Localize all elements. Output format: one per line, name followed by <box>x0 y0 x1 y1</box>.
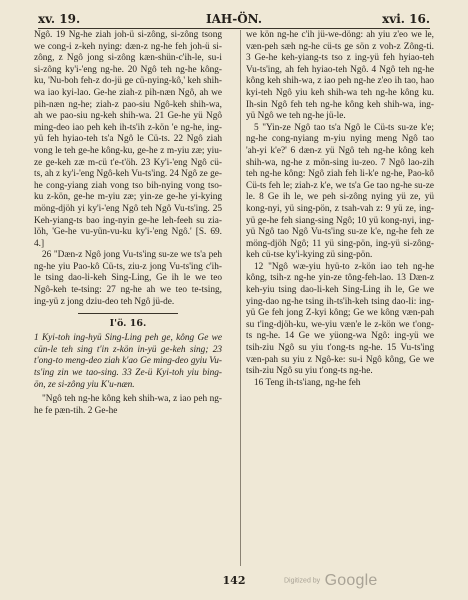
header-title: IAH-ÖN. <box>205 12 263 26</box>
right-column <box>246 30 434 389</box>
header-chapter-right: xvi. 16. <box>382 12 430 26</box>
paragraph: "Ngô teh ng-he kông keh shih-wa, z iao peh ng-he fe pæn-tih. 2 Ge-he <box>34 394 222 416</box>
left-column <box>34 30 222 417</box>
paragraph: 26 "Dæn-z Ngô jong Vu-ts'ing su-ze we ts'a peh ng-he yiu Pao-kô Cü-ts, ziu-z jong Vu-ts'ing c'ih-le tsing dao-li-keh Sing-Ling, Ge ih le we teo Ngô-keh te-tsing: 27 ng-he ah we teo te-tsing, ing-yü z jong dziu-deo teh Ngô jü-de. <box>34 250 222 307</box>
section-divider <box>78 313 178 314</box>
running-header <box>38 12 430 29</box>
paragraph: we kön ng-he c'ih jü-we-döng: ah yiu z'eo we le, væn-peh sæh ng-he cü-ts ge sön z voh-z Zông-ti. 3 Ge-he keh-yiang-ts tso z ing-yü feh hyiao-teh Vu-ts'ing, ah feh hyiao-teh Ngô. 4 Ngô teh ng-he kông keh shih-wa, z iao peh ng-he z'eo ih tao, hao kyi-teh Ngô yiu keh shih-wa teh ng-he kông ku. Ih-sin Ngô feh teh ng-he kông keh shih-wa, ing-yü Ngô we teh ng-he jü-le. <box>246 30 434 122</box>
column-rule <box>240 30 241 566</box>
chapter-summary <box>34 333 222 391</box>
header-chapter-left: xv. 19. <box>38 12 81 26</box>
page-number: 142 <box>222 574 246 587</box>
summary-text: 1 Kyi-toh ing-hyü Sing-Ling peh ge, kông Ge we cün-le teh sing t'in z-kön in-yü ge-keh sing; 23 t'ong-to meng-deo ziah k'ao Ge ming-deo gyiu Vu-ts'ing zin we tao-sing. 33 Ze-ü Kyi-toh yiu bing-ön, ze si-zông yiu K'u-næn. <box>34 333 222 390</box>
paragraph: 12 "Ngô wæ-yiu hyü-to z-kön iao teh ng-he kông, tsih-z ng-he yin-ze tông-feh-lao. 13 Dæn-z keh-yiu tsing dao-li-keh Sing-Ling ih le, Ge we ying-dao ng-he tsing ih-ts'ih-keh tsing dao-li: ing-yü Ge feh jong Z-kyi kông; Ge we kông væn-pah su t'ing-djöh-ku, we-yiu væn'e le z-kön we t'ong-ts ng-he. 14 Ge we yüong-wa Ngô: ing-yü we tsih-ziu Ngô su yiu t'ong-ts ng-he. 15 Vu-ts'ing væn-pah su yiu z Ngô-ke: su-i Ngô kông, Ge we tsih-ziu Ngô su yiu t'ong-ts ng-he. <box>246 261 434 377</box>
watermark-prefix: Digitized by <box>284 577 321 585</box>
google-logo: Google <box>324 572 378 589</box>
digitized-watermark <box>284 572 377 590</box>
paragraph: Ngô. 19 Ng-he ziah joh-ü si-zông, si-zông tsong we cong-i z-keh nying: dæn-z ng-he feh joh-ü si-zông, z Ngô jong si-zông kæn-shün-c'ih-le, su-i si-zông ky'i-'eng ng-he. 20 Ngô teh ng-he kông-ku, 'Nu-boh feh-z do-jü ge cü-nying-kô,' keh shih-wa iao kyi-lao. Ge-he ziah-z pih-næn Ngô, ah we pih-næn ng-he; ziah-z pao-siu Ngô-keh shih-wa, ah we pao-siu ng-keh shih-wa. 21 Ge-he yü Ngô ming-deo iao peh keh ih-ts'ih z-kön 'e ng-he, ing-yü feh hyiao-teh ts'a Ngô le Cü-ts. 22 Ngô ziah vong le teh ge-he kông-ku, ge-he z m-yiu zæ; yiu-ze ge-keh zæ m-cü t'e-t'öh. 23 Ky'i-'eng Ngô cü-ts, ah z ky'i-'eng Ngô-keh Vu-ts'ing. 24 Ngô ze ge-he cong-yiang ziah vong tso bih-nying vong tso-ku z-kön, ge-he m-yiu zæ; yin-ze ge-he yi-kying möng-djöh yi ky'i-'eng Ngô teh Ngô Vu-ts'ing. 25 Keh-yiang-ts bao ing-nyin ge-he leh-feeh su zia-löh, 'Ge-he vu-yün-vu-ku ky'i-'eng Ngô.' [S. 69. 4.] <box>34 30 222 249</box>
section-heading: I'ö. 16. <box>109 318 147 330</box>
paragraph: 5 "Yin-ze Ngô tao ts'a Ngô le Cü-ts su-ze k'e; ng-he cong-nyiang m-yiu nying meng Ngô tao 'ah-yi k'e?' 6 dæn-z yü Ngô teh ng-he kông keh shih-wa, ng-he z mön-sing iu-zeo. 7 Ngô lao-zih teh ng-he kông: Ngô ziah feh li-k'e ng-he, Pao-kô Cü-ts feh le; ziah-z k'e, we ts'a Ge tao ng-he su-ze le. 8 Ge ih le, we peh si-zông nying yü ze, yü kong-nyi, yü sing-pön, z tsah-vah z: 9 yü ze, ing-yü ge-he feh siang-sing Ngô; 10 yü kong-nyi, ing-yü Ngô tao Ngô Vu-ts'ing su-ze k'e, ng-he feh ze möng-djöh Ngô; 11 yü sing-pön, ing-yü si-zông-keh cü-tse ky'i-kying zü sing-pön. <box>246 122 434 261</box>
paragraph: 16 Teng ih-ts'iang, ng-he feh <box>254 377 361 388</box>
